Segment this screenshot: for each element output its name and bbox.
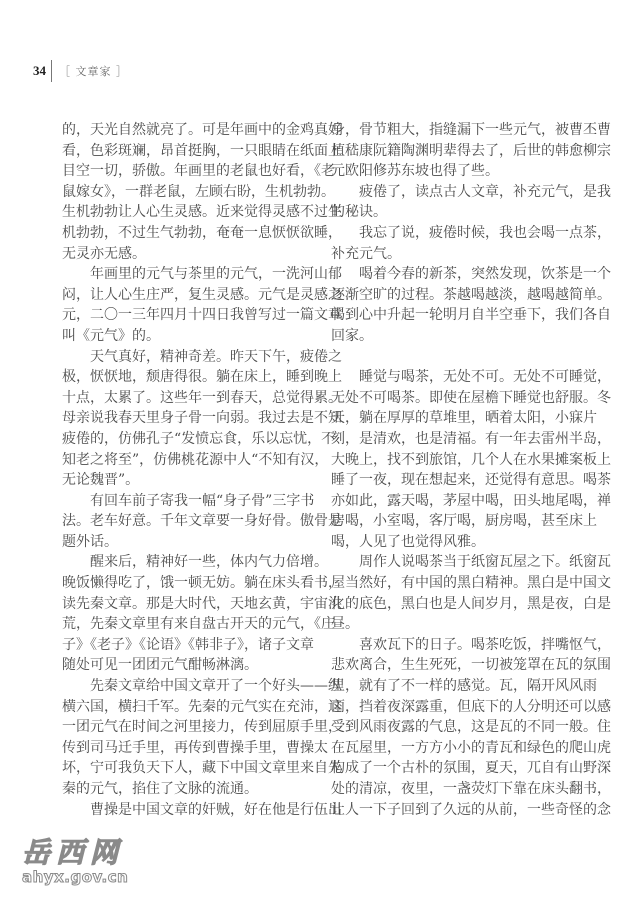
text-line: 随处可见一团团元气酣畅淋漓。 [62, 657, 258, 674]
text-line: 亦如此，露天喝，茅屋中喝，田头地尾喝，禅 [331, 492, 611, 509]
header-divider [51, 60, 52, 82]
text-line: 醒来后，精神好一些，体内气力倍增。 [90, 554, 328, 571]
text-line: 知老之将至”，仿佛桃花源中人“不知有汉， [62, 451, 329, 468]
text-line: 题外话。 [62, 533, 118, 550]
text-line: 房喝，小室喝，客厅喝，厨房喝，甚至床上 [331, 513, 597, 530]
text-line: 疲倦了，读点古人文章，补充元气，是我 [359, 183, 611, 200]
text-line: 补充元气。 [331, 245, 401, 262]
text-line: 十点，太累了。这些年一到春天，总觉得累。 [62, 389, 342, 406]
right-text-column [331, 120, 611, 820]
watermark-url: ahyx.gov.cn [22, 868, 129, 886]
text-line: 处的清凉，夜里，一盏荧灯下靠在床头翻书， [331, 781, 611, 797]
text-line: 秦的元气，掐住了文脉的流通。 [62, 781, 258, 797]
text-line: 叫《元气》的。 [62, 327, 160, 344]
text-line: 构成了一个古朴的氛围，夏天，兀自有山野深 [331, 760, 611, 777]
text-line: 回家。 [331, 327, 373, 344]
text-line: 有回车前子寄我一幅“身子骨”三字书 [90, 492, 315, 509]
text-line: 坏，宁可我负天下人，藏下中国文章里来自先 [62, 760, 342, 777]
text-line: 大晚上，找不到旅馆，几个人在水果摊案板上 [331, 451, 611, 468]
text-line: 周作人说喝茶当于纸窗瓦屋之下。纸窗瓦 [359, 554, 611, 571]
text-line: 睡了一夜，现在想起来，还觉得有意思。喝茶 [331, 472, 611, 489]
text-line: 看，色彩斑斓，昂首挺胸，一只眼睛在纸面上 [62, 142, 342, 159]
text-line: 曹操是中国文章的奸贼，好在他是行伍出 [90, 801, 342, 818]
text-line: 极，恹恹地，颓唐得很。躺在床上，睡到晚上 [62, 369, 342, 386]
text-line: 让人一下子回到了久远的从前，一些奇怪的念 [331, 801, 611, 818]
text-line: 法。老车好意。千年文章要一身好骨。傲骨是 [62, 513, 342, 530]
text-line: 悲欢离合，生生死死，一切被笼罩在瓦的氛围 [331, 657, 611, 674]
text-line: 刻，是清欢，也是清福。有一年去雷州半岛， [331, 430, 611, 447]
text-line: 无论魏晋”。 [62, 472, 140, 489]
text-line: 喝到心中升起一轮明月自半空垂下，我们各自 [331, 307, 611, 324]
text-line: 先秦文章给中国文章开了一个好头——纵 [90, 678, 342, 695]
section-title: ［ 文章家 ］ [59, 65, 128, 78]
text-line: 屋当然好，有中国的黑白精神。黑白是中国文 [331, 575, 611, 592]
text-line: 无灵亦无感。 [62, 245, 146, 262]
text-line: 植嵇康阮籍陶渊明辈得去了，后世的韩愈柳宗 [331, 142, 611, 159]
text-line: 里，就有了不一样的感觉。瓦，隔开风风雨 [331, 678, 597, 695]
text-line: 天气真好，精神奇差。昨天下午，疲倦之 [90, 348, 342, 365]
text-line: 受到风雨夜露的气息，这是瓦的不同一般。住 [331, 719, 611, 736]
text-line: 在瓦屋里，一方方小小的青瓦和绿色的爬山虎 [331, 739, 611, 756]
text-line: 元，二〇一三年四月十四日我曾写过一篇文章 [62, 307, 342, 324]
text-line: 化的底色，黑白也是人间岁月，黑是夜，白是 [331, 595, 611, 612]
text-line: 鼠嫁女》，一群老鼠，左顾右盼，生机勃勃。 [62, 183, 335, 200]
text-line: 荒，先秦文章里有来自盘古开天的元气，《庄 [62, 616, 335, 633]
text-line: 的，天光自然就亮了。可是年画中的金鸡真好 [62, 122, 342, 138]
text-line: 晚饭懒得吃了，饿一顿无妨。躺在床头看书， [62, 575, 342, 592]
text-line: 元欧阳修苏东坡也得了些。 [331, 163, 499, 180]
text-line: 喜欢瓦下的日子。喝茶吃饭，拌嘴怄气， [359, 636, 611, 653]
text-line: 一团元气在时间之河里接力，传到屈原手里， [62, 719, 342, 736]
text-line: 喝着今春的新茶，突然发现，饮茶是一个 [359, 266, 611, 283]
text-line: 横六国，横扫千军。先秦的元气实在充沛，这 [62, 698, 342, 715]
text-line: 喝，人见了也觉得风雅。 [331, 533, 485, 550]
text-line: 闷，让人心生庄严，复生灵感。元气是灵感之 [62, 286, 342, 303]
watermark-logo [22, 838, 128, 886]
running-header [33, 60, 128, 82]
text-line: 身，骨节粗大，指缝漏下一些元气，被曹丕曹 [331, 122, 611, 138]
paragraph-gap [331, 347, 577, 368]
text-line: 睡觉与喝茶，无处不可。无处不可睡觉， [359, 369, 611, 386]
text-line: 生机勃勃让人心生灵感。近来觉得灵感不过生 [62, 204, 342, 221]
text-line: 子》《老子》《论语》《韩非子》，诸子文章 [62, 636, 314, 653]
text-line: 天，躺在厚厚的草堆里，晒着太阳，小寐片 [331, 410, 597, 427]
text-line: 读先秦文章。那是大时代，天地玄黄，宇宙洪 [62, 595, 342, 612]
text-line: 传到司马迁手里，再传到曹操手里，曹操太 [62, 739, 328, 756]
text-line: 无处不可喝茶。即使在屋檐下睡觉也舒服。冬 [331, 389, 611, 406]
watermark-name: 岳西网 [22, 836, 125, 869]
page-number: 34 [33, 63, 46, 78]
text-line: 的秘诀。 [331, 204, 387, 221]
text-line: 逐渐空旷的过程。茶越喝越淡，越喝越简单。 [331, 286, 611, 303]
text-line: 我忘了说，疲倦时候，我也会喝一点茶， [359, 224, 611, 241]
left-text-column [62, 120, 342, 820]
text-line: 昼。 [331, 616, 359, 633]
text-line: 雨，挡着夜深露重，但底下的人分明还可以感 [331, 698, 611, 715]
text-line: 年画里的元气与茶里的元气，一洗河山郁 [90, 266, 342, 283]
text-line: 疲倦的，仿佛孔子“发愤忘食，乐以忘忧，不 [62, 430, 336, 447]
text-line: 母亲说我春天里身子骨一向弱。我过去是不知 [62, 410, 342, 427]
text-line: 目空一切，骄傲。年画里的老鼠也好看，《老 [62, 163, 335, 180]
text-line: 机勃勃，不过生气勃勃，奄奄一息恹恹欲睡， [62, 224, 342, 241]
